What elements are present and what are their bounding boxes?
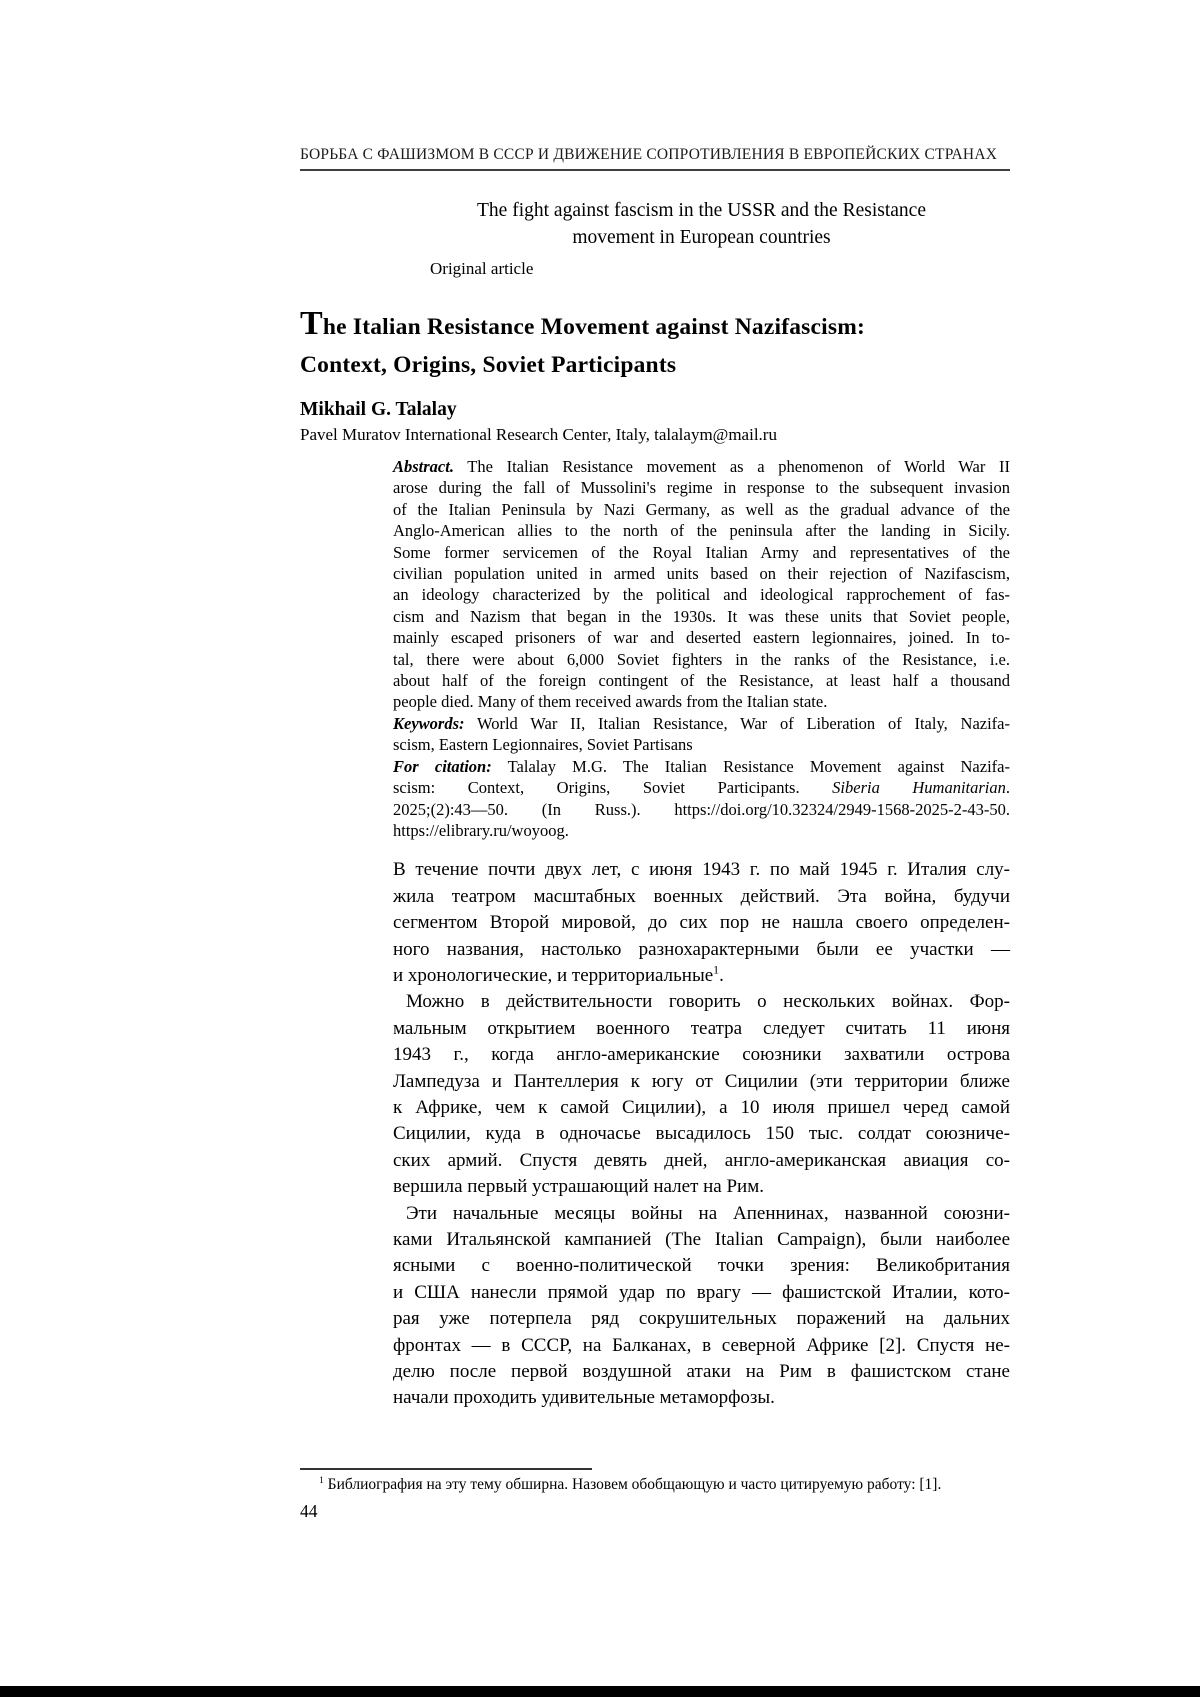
text-line: сегментом Второй мировой, до сих пор не нашла своего определен-: [393, 912, 1010, 934]
author-affiliation: Pavel Muratov International Research Center, Italy, talalaym@mail.ru: [300, 425, 777, 444]
section-title: [393, 197, 1010, 251]
text-line: about half of the foreign contingent of the Resistance, at least half a thousand: [393, 671, 1010, 691]
article-type-label: Original article: [430, 259, 534, 278]
text-line: people died. Many of them received awards from the Italian state.: [393, 692, 828, 712]
text-line: В течение почти двух лет, с июня 1943 г. по май 1945 г. Италия слу-: [393, 859, 1010, 881]
text-line: arose during the fall of Mussolini's regime in response to the subsequent invasion: [393, 478, 1010, 498]
text-line: и США нанесли прямой удар по врагу — фашистской Италии, кото-: [393, 1281, 1010, 1303]
text-line: Context, Origins, Soviet Participants: [300, 352, 677, 378]
text-line: и хронологические, и территориальные$^1$.: [393, 963, 724, 986]
text-line: The fight against fascism in the USSR and the Resistance: [477, 200, 926, 221]
running-head: БОРЬБА С ФАШИЗМОМ В СССР И ДВИЖЕНИЕ СОПРОТИВЛЕНИЯ В ЕВРОПЕЙСКИХ СТРАНАХ: [300, 146, 1010, 171]
keywords-text: [393, 713, 1010, 756]
body-paragraph: [393, 989, 1010, 1200]
text-line: scism, Eastern Legionnaires, Soviet Partisans: [393, 735, 693, 755]
text-line: civilian population united in armed units based on their rejection of Nazifascism,: [393, 564, 1010, 584]
text-line: an ideology characterized by the political and ideological rapprochement of fas-: [393, 585, 1010, 605]
footnote-divider: [300, 1468, 592, 1470]
text-line: Keywords: World War II, Italian Resistance, War of Liberation of Italy, Nazifa-: [393, 713, 1010, 733]
text-line: вершила первый устрашающий налет на Рим.: [393, 1176, 764, 1198]
body-paragraph: [393, 857, 1010, 989]
article-title: [300, 305, 1010, 384]
text-line: 2025;(2):43—50. (In Russ.). https://doi.org/10.32324/2949-1568-2025-2-43-50.: [393, 799, 1010, 819]
page-number: 44: [300, 1500, 318, 1521]
text-line: Можно в действительности говорить о нескольких войнах. Фор-: [406, 991, 1010, 1013]
text-line: The Italian Resistance Movement against Nazifascism:: [300, 305, 866, 342]
text-line: ками Итальянской кампанией (The Italian Campaign), были наиболее: [393, 1229, 1010, 1250]
text-line: ских армий. Спустя девять дней, англо-американская авиация со-: [393, 1149, 1010, 1171]
body-paragraph: [393, 1201, 1010, 1412]
footnote: [300, 1475, 1010, 1494]
citation-text: [393, 756, 1010, 842]
text-line: tal, there were about 6,000 Soviet fighters in the ranks of the Resistance, i.e.: [393, 649, 1010, 669]
text-line: ясными с военно-политической точки зрения: Великобритания: [393, 1255, 1010, 1277]
body-text: [393, 857, 1010, 1412]
text-line: к Африке, чем к самой Сицилии), а 10 июля пришел черед самой: [393, 1096, 1010, 1118]
text-line: Abstract. The Italian Resistance movement as a phenomenon of World War II: [393, 457, 1010, 476]
scan-edge-bar: [0, 1686, 1200, 1697]
text-line: For citation: Talalay M.G. The Italian Resistance Movement against Nazifa-: [393, 756, 1010, 776]
text-line: Some former servicemen of the Royal Italian Army and representatives of the: [393, 542, 1010, 562]
text-line: cism and Nazism that began in the 1930s. It was these units that Soviet people,: [393, 606, 1010, 626]
text-line: фронтах — в СССР, на Балканах, в северной Африке [2]. Спустя не-: [393, 1334, 1010, 1356]
text-line: $^1$ Библиография на эту тему обширна. Назовем обобщающую и часто цитируемую работу: [1].: [319, 1474, 942, 1493]
text-line: начали проходить удивительные метаморфозы.: [393, 1387, 775, 1409]
text-line: ного названия, настолько разнохарактерными были ее участки —: [393, 938, 1010, 960]
text-line: scism: Context, Origins, Soviet Participants. Siberia Humanitarian.: [393, 778, 1011, 798]
text-line: мальным открытием военного театра следует считать 11 июня: [393, 1017, 1010, 1039]
text-line: https://elibrary.ru/woyoog.: [393, 820, 569, 840]
text-line: рая уже потерпела ряд сокрушительных поражений на дальних: [393, 1308, 1010, 1330]
abstract-text: [393, 456, 1010, 713]
text-line: Anglo-American allies to the north of the peninsula after the landing in Sicily.: [393, 521, 1010, 541]
text-line: Лампедуза и Пантеллерия к югу от Сицилии (эти территории ближе: [393, 1070, 1010, 1092]
text-line: 1943 г., когда англо-американские союзники захватили острова: [393, 1044, 1010, 1066]
text-line: делю после первой воздушной атаки на Рим в фашистском стане: [393, 1361, 1010, 1383]
text-line: Эти начальные месяцы войны на Апеннинах, названной союзни-: [406, 1202, 1010, 1224]
text-line: Сицилии, куда в одночасье высадилось 150 тыс. солдат союзниче-: [393, 1123, 1010, 1145]
text-line: mainly escaped prisoners of war and deserted eastern legionnaires, joined. In to-: [393, 628, 1010, 648]
page-content: [300, 146, 1010, 1522]
text-line: жила театром масштабных военных действий. Эта война, будучи: [393, 885, 1010, 907]
abstract-section: [393, 456, 1010, 841]
text-line: of the Italian Peninsula by Nazi Germany, as well as the gradual advance of the: [393, 499, 1010, 519]
text-line: movement in European countries: [572, 227, 831, 248]
author-name: Mikhail G. Talalay: [300, 399, 457, 420]
